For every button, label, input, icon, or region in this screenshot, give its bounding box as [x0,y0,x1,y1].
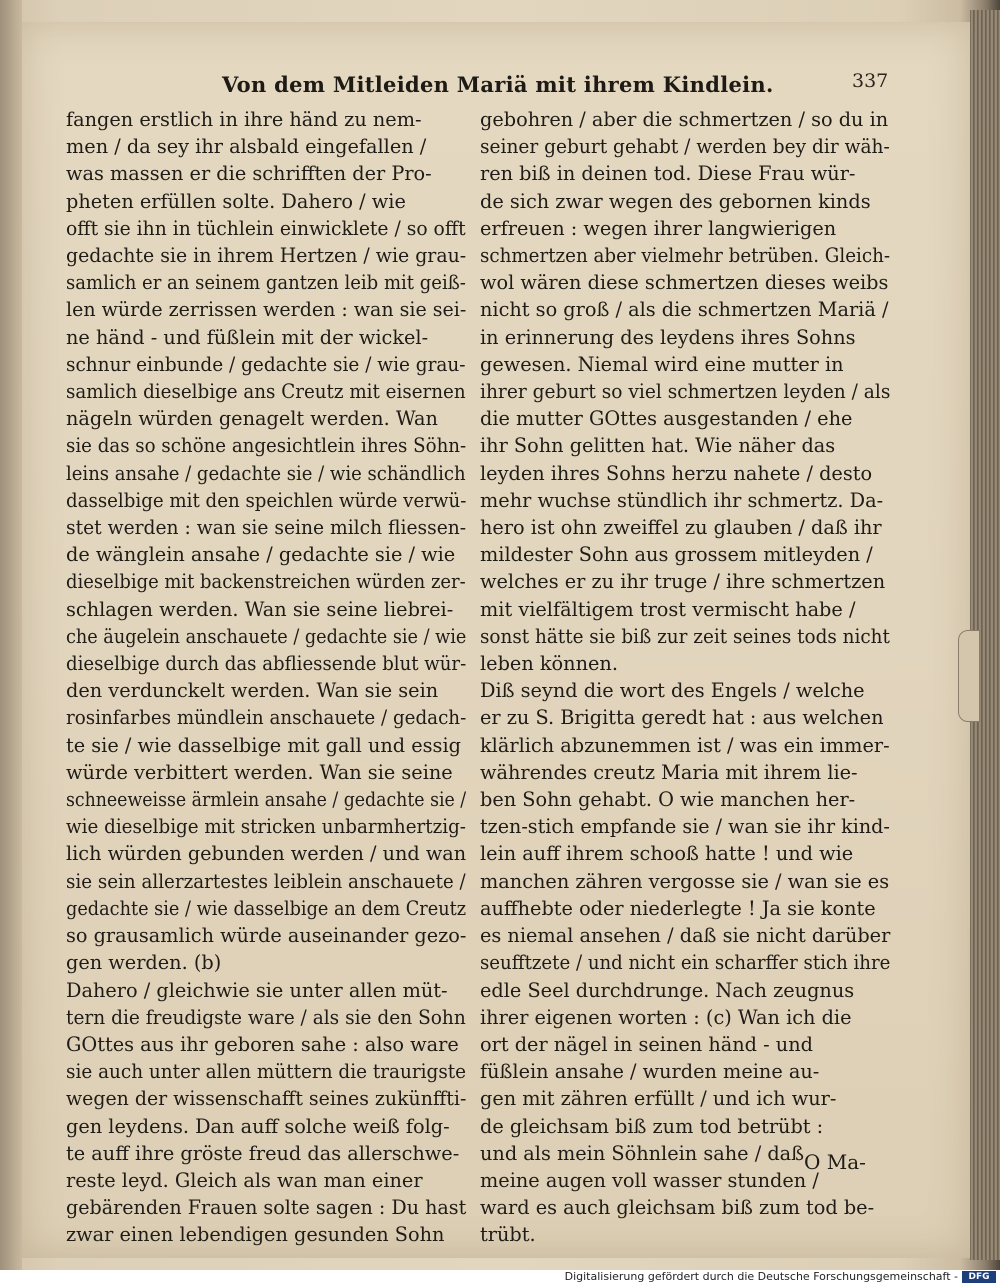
text-line: so grausamlich würde auseinander gezo- [66,924,467,948]
text-line: lich würden gebunden werden / und wan [66,842,467,866]
text-line: ihr Sohn gelitten hat. Wie näher das [480,434,836,458]
text-line: men / da sey ihr alsbald eingefallen / [66,135,427,159]
text-line: leins ansahe / gedachte sie / wie schändlich [66,461,466,485]
text-line: samlich dieselbige ans Creutz mit eisernen [66,380,466,404]
right-text-column [480,106,890,1249]
text-line: seiner geburt gehabt / werden bey dir wäh- [480,135,890,159]
text-line: schneeweisse ärmlein ansahe / gedachte sie / [66,788,467,812]
text-line: rosinfarbes mündlein anschauete / gedach- [66,706,467,730]
text-line: schnur einbunde / gedachte sie / wie grau- [66,352,466,376]
text-line: ren biß in deinen tod. Diese Frau wür- [480,162,856,186]
text-line: fangen erstlich in ihre händ zu nem- [66,108,422,131]
text-line: die mutter GOttes ausgestanden / ehe [480,407,853,431]
text-line: pheten erfüllen solte. Dahero / wie [66,189,406,213]
text-line: mehr wuchse stündlich ihr schmertz. Da- [480,488,884,512]
text-line: edle Seel durchdrunge. Nach zeugnus [480,978,855,1002]
text-line: dieselbige durch das abfliessende blut wür- [66,652,467,676]
digitization-credit: Digitalisierung gefördert durch die Deutsche Forschungsgemeinschaft - [564,1270,958,1283]
text-line: stet werden : wan sie seine milch fliessen- [66,516,467,540]
text-line: den verdunckelt werden. Wan sie sein [66,679,439,703]
text-line: ihrer eigenen worten : (c) Wan ich die [480,1005,852,1029]
text-line: gewesen. Niemal wird eine mutter in [480,352,844,376]
text-line: gen mit zähren erfüllt / und ich wur- [480,1087,837,1111]
text-line: zwar einen lebendigen gesunden Sohn [66,1223,445,1247]
text-line: trübt. [480,1223,536,1247]
text-line: de sich zwar wegen des gebornen kinds [480,189,871,213]
text-line: ort der nägel in seinen händ - und [480,1032,813,1056]
text-line: wie dieselbige mit stricken unbarmhertzig- [66,815,466,839]
text-line: Dahero / gleichwie sie unter allen müt- [66,978,448,1002]
text-line: es niemal ansehen / daß sie nicht darüber [480,924,891,948]
text-line: ihrer geburt so viel schmertzen leyden / als [480,380,891,404]
text-line: meine augen voll wasser stunden / [480,1168,819,1192]
text-line: de wänglein ansahe / gedachte sie / wie [66,543,456,567]
text-line: mit vielfältigem trost vermischt habe / [480,597,856,621]
text-line: und als mein Söhnlein sahe / daß [480,1141,805,1165]
text-line: wegen der wissenschafft seines zukünffti- [66,1087,467,1111]
text-line: währendes creutz Maria mit ihrem lie- [480,760,858,784]
text-line: er zu S. Brigitta geredt hat : aus welchen [480,706,884,730]
text-line: gedachte sie in ihrem Hertzen / wie grau- [66,244,467,268]
text-line: de gleichsam biß zum tod betrübt : [480,1114,824,1138]
text-line: welches er zu ihr truge / ihre schmertzen [480,570,886,594]
text-line: würde verbittert werden. Wan sie seine [66,760,453,784]
text-line: len würde zerrissen werden : wan sie sei- [66,298,467,322]
text-line: schmertzen aber vielmehr betrüben. Gleich- [480,244,891,268]
text-line: sonst hätte sie biß zur zeit seines tods nicht [480,624,890,648]
text-line: was massen er die schrifften der Pro- [66,162,432,186]
text-line: ben Sohn gehabt. O wie manchen her- [480,788,856,812]
text-line: samlich er an seinem gantzen leib mit geiß- [66,271,466,295]
text-line: gen werden. (b) [66,951,222,975]
page-tab-notch [958,630,980,722]
text-line: dieselbige mit backenstreichen würden zer- [66,570,466,594]
text-line: mildester Sohn aus grossem mitleyden / [480,543,873,567]
text-line: gebohren / aber die schmertzen / so du in [480,108,889,131]
text-line: nägeln würden genagelt werden. Wan [66,407,438,431]
text-line: sie auch unter allen müttern die traurigste [66,1060,467,1084]
text-line: hero ist ohn zweiffel zu glauben / daß ihr [480,516,882,540]
text-line: leben können. [480,652,618,676]
text-line: GOttes aus ihr geboren sahe : also ware [66,1032,459,1056]
text-line: dasselbige mit den speichlen würde verwü- [66,488,467,512]
text-line: tern die freudigste ware / als sie den Sohn [66,1005,466,1029]
text-line: füßlein ansahe / wurden meine au- [480,1060,820,1084]
page-number: 337 [852,70,889,92]
text-line: erfreuen : wegen ihrer langwierigen [480,216,837,240]
text-line: che äugelein anschauete / gedachte sie / wie [66,624,467,648]
text-line: sie sein allerzartestes leiblein anschauete / [66,869,466,893]
dfg-logo: DFG [962,1271,996,1283]
running-title: Von dem Mitleiden Mariä mit ihrem Kindlein. [222,72,774,97]
text-line: tzen-stich empfande sie / wan sie ihr kind- [480,815,890,839]
text-line: sie das so schöne angesichtlein ihres Söhn- [66,434,467,458]
text-line: nicht so groß / als die schmertzen Mariä / [480,298,889,322]
book-gutter [0,0,22,1270]
text-line: te auff ihre gröste freud das allerschwe- [66,1141,460,1165]
text-line: ne händ - und füßlein mit der wickel- [66,325,429,349]
text-line: Diß seynd die wort des Engels / welche [480,679,865,703]
text-line: reste leyd. Gleich als wan man einer [66,1168,423,1192]
text-line: in erinnerung des leydens ihres Sohns [480,325,856,349]
text-line: gedachte sie / wie dasselbige an dem Creutz [66,896,467,920]
text-line: seufftzete / und nicht ein scharffer stich ihre [480,951,891,975]
text-line: leyden ihres Sohns herzu nahete / desto [480,461,873,485]
text-line: gebärenden Frauen solte sagen : Du hast [66,1196,467,1220]
text-line: offt sie ihn in tüchlein einwicklete / so offt [66,216,466,240]
text-line: klärlich abzunemmen ist / was ein immer- [480,733,890,757]
text-line: gen leydens. Dan auff solche weiß folg- [66,1114,450,1138]
text-line: ward es auch gleichsam biß zum tod be- [480,1196,875,1220]
text-line: schlagen werden. Wan sie seine liebrei- [66,597,454,621]
catchword: O Ma- [804,1150,866,1174]
text-line: wol wären diese schmertzen dieses weibs [480,271,889,295]
text-line: lein auff ihrem schooß hatte ! und wie [480,842,854,866]
text-line: manchen zähren vergosse sie / wan sie es [480,869,890,893]
text-line: auffhebte oder niederlegte ! Ja sie konte [480,896,876,920]
left-text-column [66,106,466,1249]
text-line: te sie / wie dasselbige mit gall und essig [66,733,461,757]
